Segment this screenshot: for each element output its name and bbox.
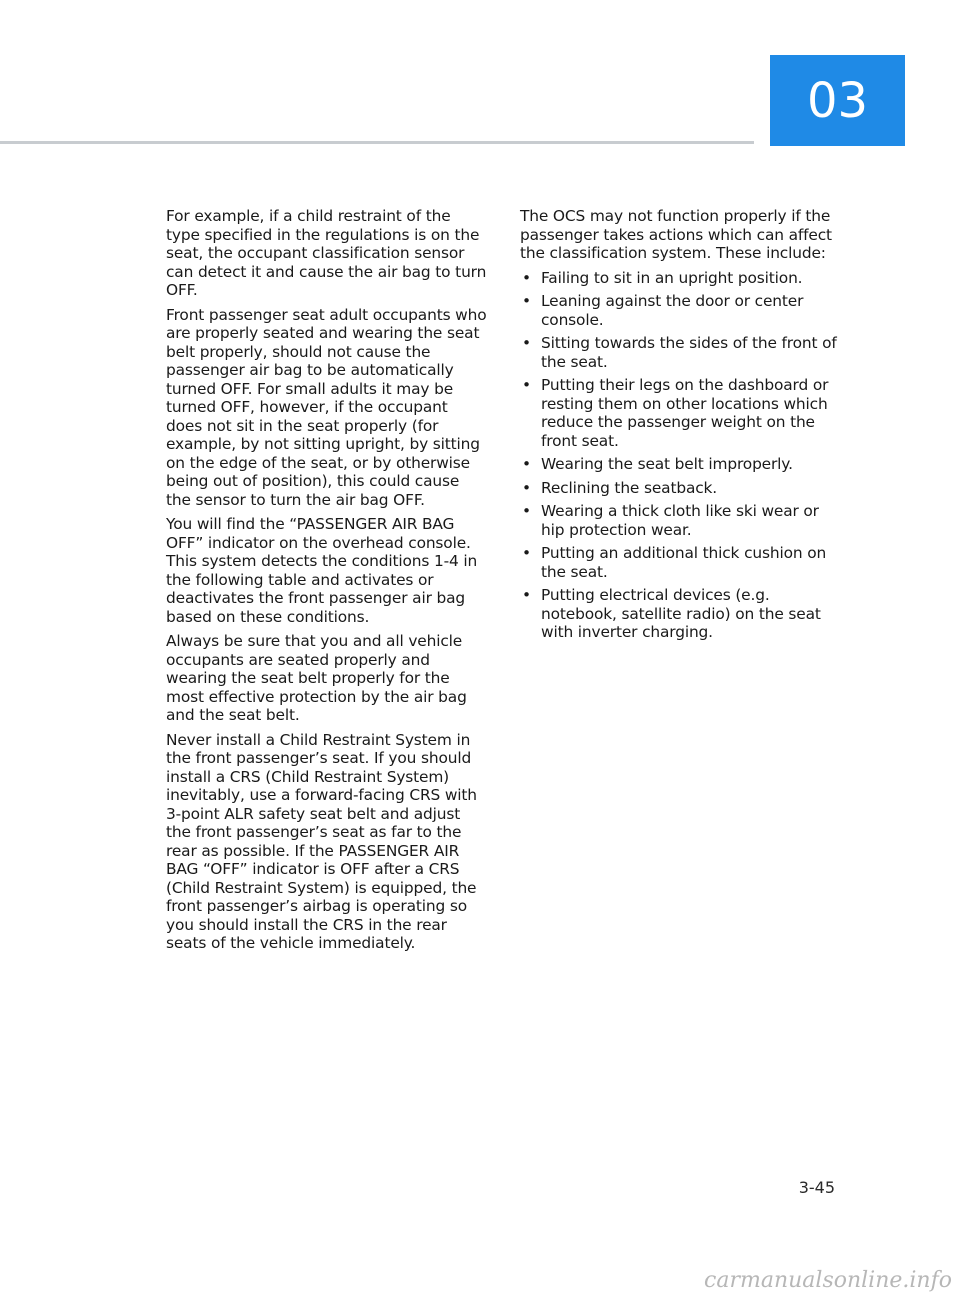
list-item [520,455,842,474]
list-item-text: Sitting towards the sides of the front of the seat. [541,334,837,371]
page-number: 3-45 [798,1178,835,1197]
bullet-icon: • [522,586,531,604]
list-item-text: Wearing a thick cloth like ski wear or hip protection wear. [541,502,819,539]
bullet-icon: • [522,544,531,562]
paragraph-ocs-intro: The OCS may not function properly if the passenger takes actions which can affect the classification system. These include: [520,207,832,262]
ocs-actions-list [520,269,842,642]
paragraph-indicator-location: You will find the “PASSENGER AIR BAG OFF” indicator on the overhead console. This system detects the conditions 1-4 in the following table and activates or deactivates the front passenger air bag based on these conditions. [166,515,478,626]
right-column [520,207,842,647]
bullet-icon: • [522,268,531,287]
list-item-text: Failing to sit in an upright position. [541,268,803,287]
bullet-icon: • [522,478,531,497]
chapter-number: 03 [806,72,869,129]
bullet-icon: • [522,292,531,310]
list-item [520,502,842,539]
header-rule [0,141,754,144]
paragraph-crs-warning: Never install a Child Restraint System in the front passenger’s seat. If you should install a CRS (Child Restraint System) inevitably, use a forward-facing CRS with 3-point ALR safety seat belt and adjust the front passenger’s seat as far to the rear as possible. If the PASSENGER AIR BAG “OFF” indicator is OFF after a CRS (Child Restraint System) is equipped, the front passenger’s airbag is operating so you should install the CRS in the rear seats of the vehicle immediately. [166,730,477,952]
bullet-icon: • [522,455,531,473]
left-column [166,207,488,959]
list-item [520,376,842,450]
list-item-text: Putting electrical devices (e.g. notebook, satellite radio) on the seat with inverter charging. [541,586,821,641]
paragraph-adult-occupants: Front passenger seat adult occupants who are properly seated and wearing the seat belt properly, should not cause the passenger air bag to be automatically turned OFF. For small adults it may be turned OFF, however, if the occupant does not sit in the seat properly (for example, by not sitting upright, by sitting on the edge of the seat, or by otherwise being out of position), this could cause the sensor to turn the air bag OFF. [166,305,487,509]
list-item [520,292,842,329]
list-item [520,544,842,581]
bullet-icon: • [522,376,531,394]
bullet-icon: • [522,502,531,520]
list-item [520,269,842,288]
list-item-text: Reclining the seatback. [541,478,718,497]
list-item-text: Leaning against the door or center console. [541,292,804,329]
list-item-text: Putting an additional thick cushion on the seat. [541,544,827,581]
paragraph-seated-properly: Always be sure that you and all vehicle occupants are seated properly and wearing the seat belt properly for the most effective protection by the air bag and the seat belt. [166,632,467,724]
list-item [520,479,842,498]
list-item [520,334,842,371]
chapter-tab [770,55,905,146]
paragraph-child-restraint-example: For example, if a child restraint of the type specified in the regulations is on the seat, the occupant classification sensor can detect it and cause the air bag to turn OFF. [166,207,487,299]
watermark: carmanualsonline.info [704,1268,952,1293]
list-item-text: Wearing the seat belt improperly. [541,455,793,473]
list-item [520,586,842,642]
bullet-icon: • [522,334,531,352]
list-item-text: Putting their legs on the dashboard or resting them on other locations which reduce the passenger weight on the front seat. [541,376,829,450]
